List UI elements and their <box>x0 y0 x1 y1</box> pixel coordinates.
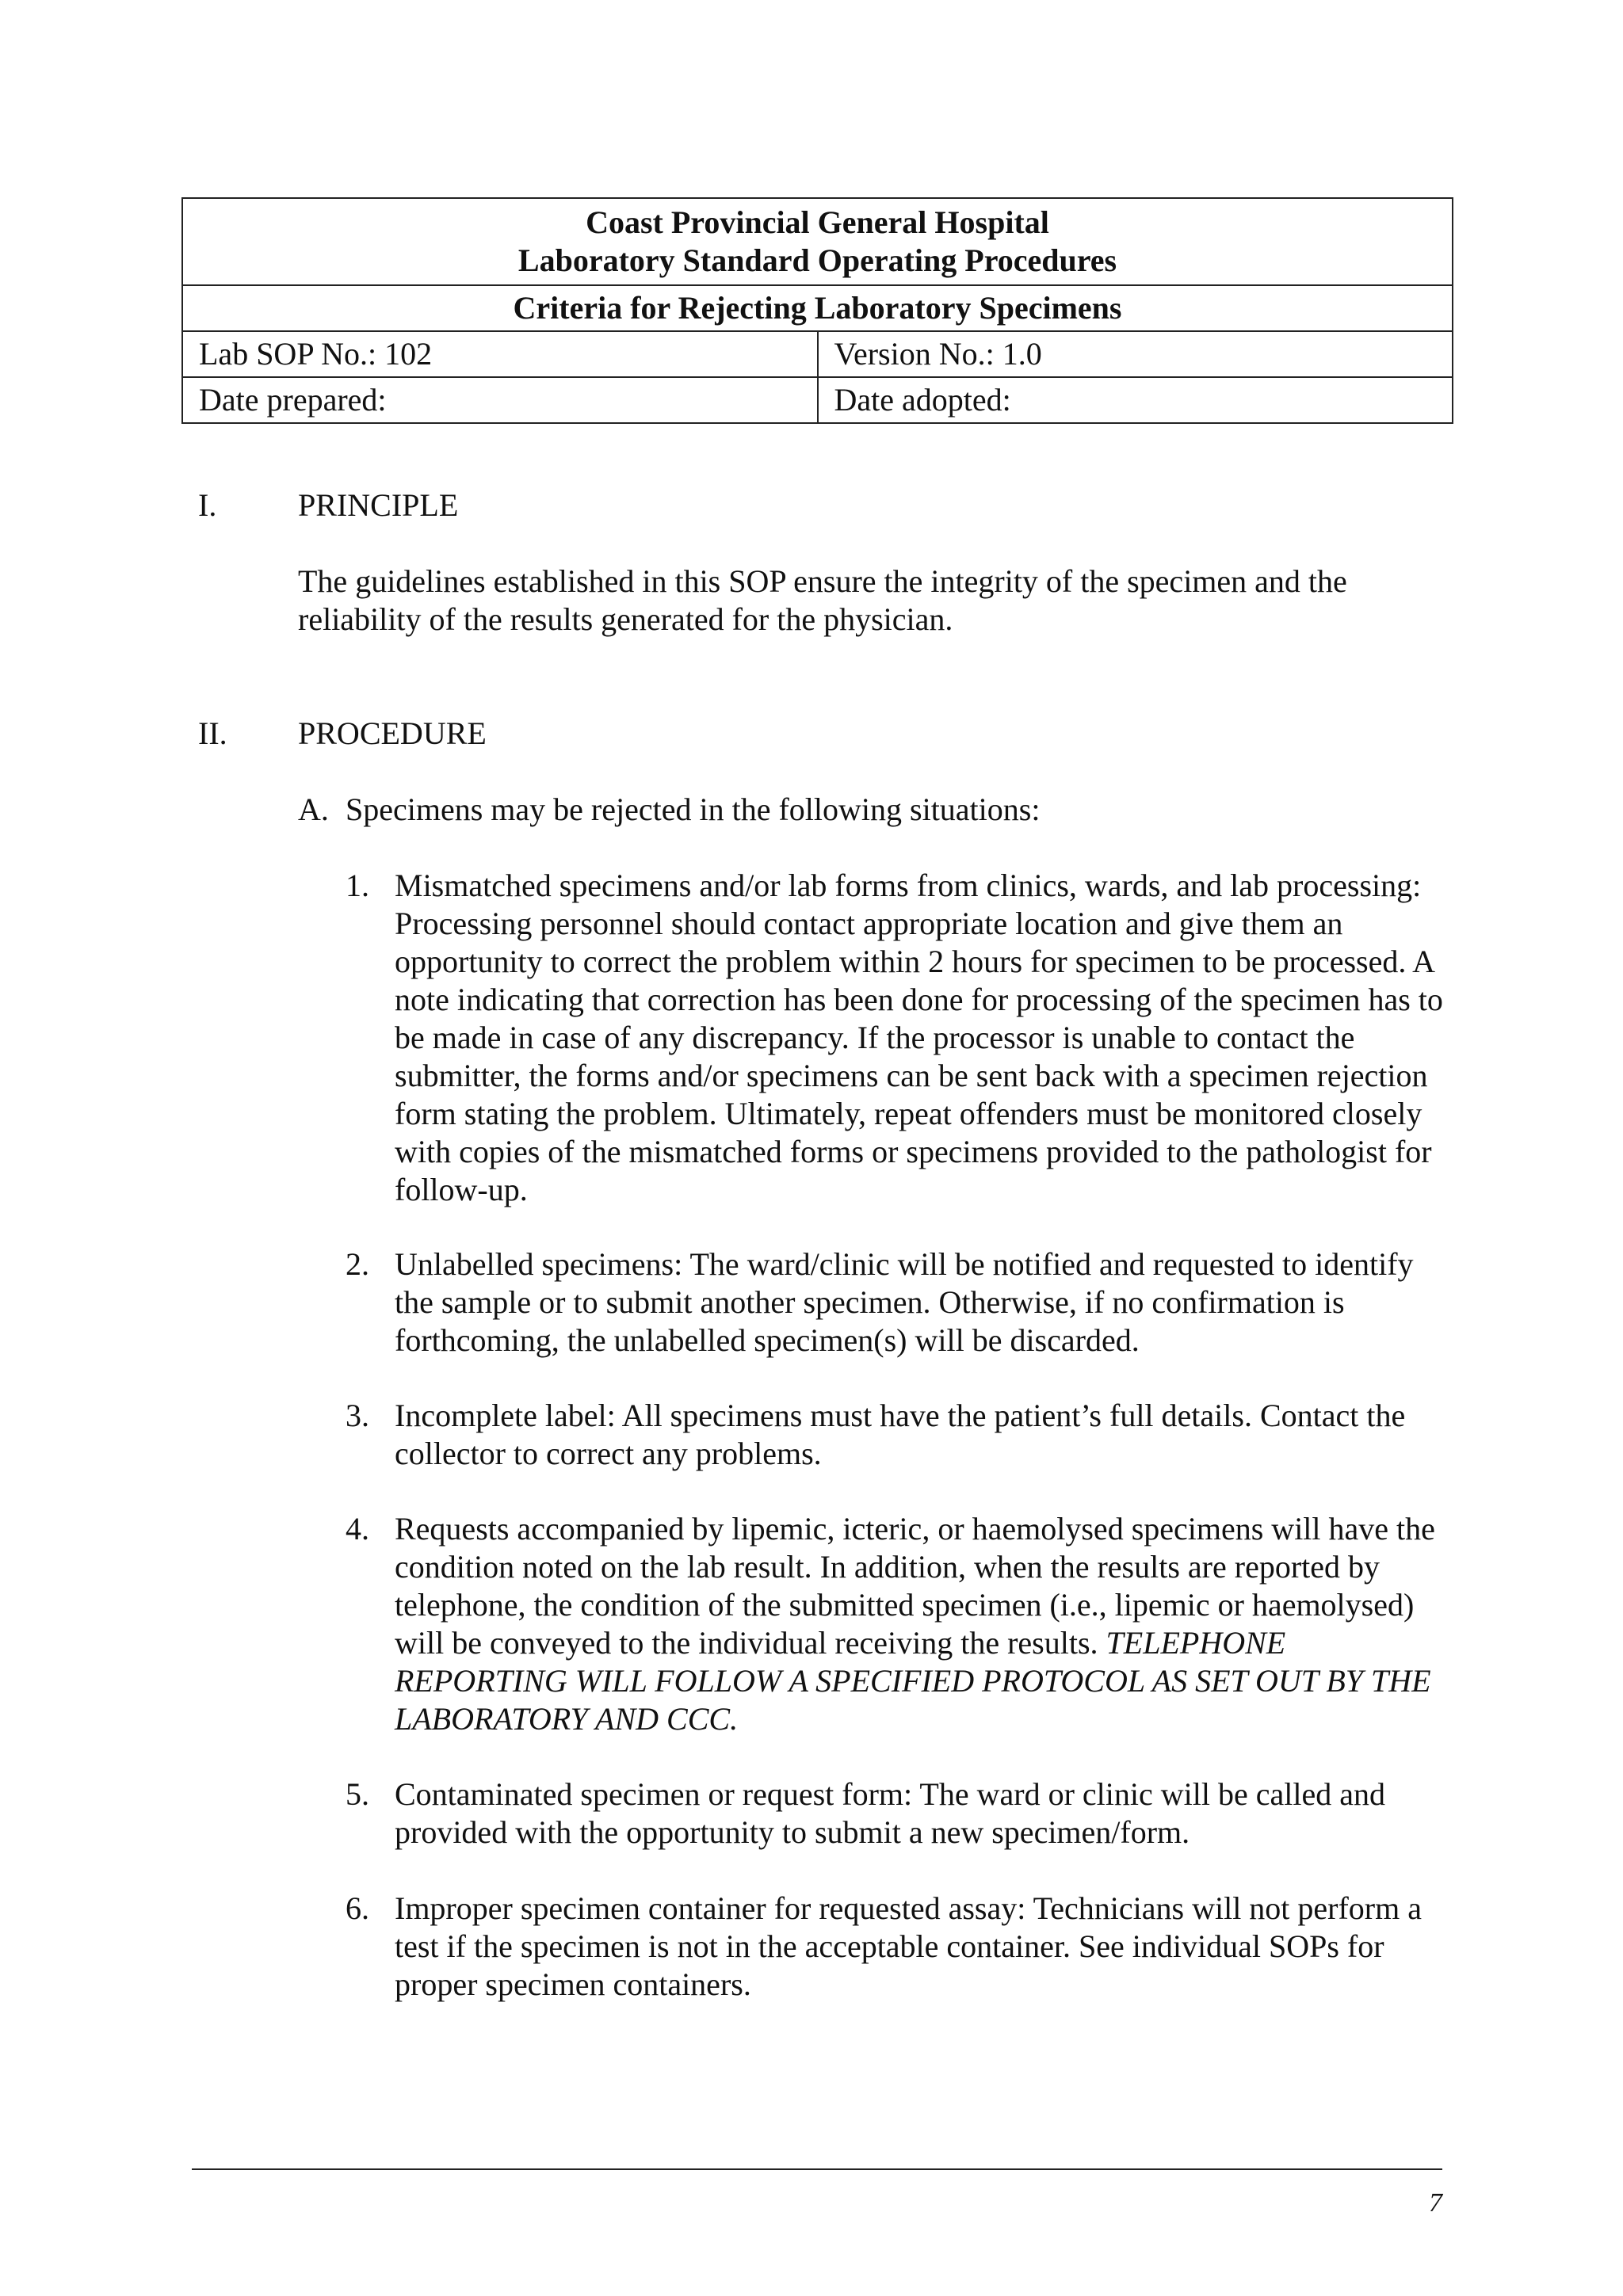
manual-name: Laboratory Standard Operating Procedures <box>517 242 1117 278</box>
section-procedure-heading <box>198 715 487 753</box>
page-number: 7 <box>1429 2188 1442 2218</box>
subheading-letter: A. <box>298 791 329 827</box>
hospital-name: Coast Provincial General Hospital <box>586 204 1049 240</box>
section-number: II. <box>198 715 227 751</box>
section-principle-heading <box>198 486 458 524</box>
list-item <box>346 1245 1455 1360</box>
document-title: Criteria for Rejecting Laboratory Specimens <box>182 285 1453 331</box>
list-item-text-block <box>395 1510 1455 1738</box>
list-item-text: Contaminated specimen or request form: The ward or clinic will be called and provided with the opportunity to submit a new specimen/form. <box>395 1776 1385 1850</box>
version-number: Version No.: 1.0 <box>818 331 1453 377</box>
date-adopted: Date adopted: <box>818 377 1453 423</box>
list-item-text: Improper specimen container for requested assay: Technicians will not perform a test if the specimen is not in the acceptable container. See individual SOPs for proper specimen containers. <box>395 1890 1422 2002</box>
header-title-cell <box>182 198 1453 285</box>
list-item-text: Unlabelled specimens: The ward/clinic will be notified and requested to identify the sample or to submit another specimen. Otherwise, if no confirmation is forthcoming, the unlabelled specimen(s) will be discarded. <box>395 1246 1414 1358</box>
list-item-number: 1. <box>346 868 369 903</box>
list-item-number: 4. <box>346 1511 369 1547</box>
list-item-number: 5. <box>346 1776 369 1812</box>
list-item <box>346 1775 1455 1852</box>
list-item-text: Incomplete label: All specimens must have the patient’s full details. Contact the collector to correct any problems. <box>395 1398 1406 1471</box>
principle-text: The guidelines established in this SOP ensure the integrity of the specimen and the reliability of the results generated for the physician. <box>298 563 1347 637</box>
section-title: PRINCIPLE <box>298 487 459 523</box>
date-prepared: Date prepared: <box>182 377 818 423</box>
list-item-number: 6. <box>346 1890 369 1926</box>
list-item <box>346 867 1455 1209</box>
section-number: I. <box>198 487 217 523</box>
list-item <box>346 1397 1455 1473</box>
list-item-emphasis: TELEPHONE REPORTING WILL FOLLOW A SPECIFIED PROTOCOL AS SET OUT BY THE LABORATORY AND CCC. <box>395 1625 1431 1737</box>
subheading-text: Specimens may be rejected in the following situations: <box>346 791 1041 827</box>
footer-divider <box>192 2168 1442 2170</box>
list-item-number: 2. <box>346 1246 369 1282</box>
list-item-text: Mismatched specimens and/or lab forms from clinics, wards, and lab processing: Processing personnel should contact appropriate location and give them an opportunity to correct the problem within 2 hours for specimen to be processed. A note indicating that correction has been done for processing of the specimen has to be made in case of any discrepancy. If the processor is unable to contact the submitter, the forms and/or specimens can be sent back with a specimen rejection form stating the problem. Ultimately, repeat offenders must be monitored closely with copies of the mismatched forms or specimens provided to the pathologist for follow-up. <box>395 868 1443 1207</box>
procedure-subheading <box>298 791 1040 829</box>
list-item-number: 3. <box>346 1398 369 1433</box>
section-title: PROCEDURE <box>298 715 487 751</box>
sop-number: Lab SOP No.: 102 <box>182 331 818 377</box>
list-item <box>346 1510 1455 1738</box>
sop-header-table <box>181 197 1453 424</box>
list-item-text: Requests accompanied by lipemic, icteric, or haemolysed specimens will have the condition noted on the lab result. In addition, when the results are reported by telephone, the condition of the submitted specimen (i.e., lipemic or haemolysed) will be conveyed to the individual receiving the results. <box>395 1511 1435 1661</box>
list-item <box>346 1890 1455 2004</box>
